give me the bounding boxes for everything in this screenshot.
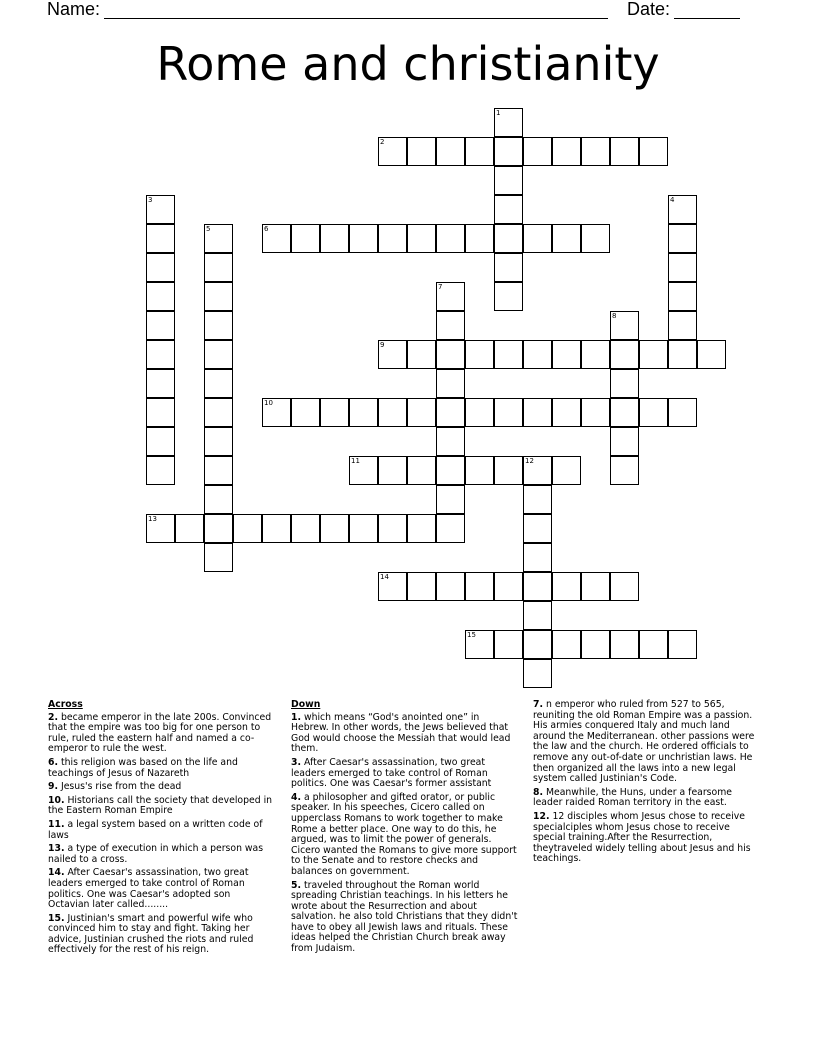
grid-cell[interactable] [378, 398, 407, 427]
clue-number: 7 [438, 283, 443, 291]
clue [291, 713, 519, 755]
clue-number: 9 [380, 341, 385, 349]
grid-cell[interactable] [436, 485, 465, 514]
clue-number: 3 [148, 196, 153, 204]
grid-cell[interactable] [494, 630, 523, 659]
date-field[interactable] [674, 18, 740, 19]
grid-cell[interactable] [436, 137, 465, 166]
clue [48, 868, 273, 910]
clue-text: After Caesar's assassination, two great leaders emerged to take control of Roman politics. One was Caesar's adopted son Octavian later called........ [48, 867, 249, 911]
grid-cell[interactable] [291, 398, 320, 427]
clue-number: 10 [264, 399, 273, 407]
grid-cell[interactable] [697, 340, 726, 369]
grid-cell[interactable] [639, 630, 668, 659]
grid-cell[interactable] [494, 195, 523, 224]
grid-cell[interactable] [465, 630, 494, 659]
clue-number: 14 [380, 573, 389, 581]
grid-cell[interactable] [639, 398, 668, 427]
grid-cell[interactable] [494, 282, 523, 311]
down-clues [291, 700, 519, 958]
grid-cell[interactable] [523, 398, 552, 427]
clue-text: traveled throughout the Roman world spreading Christian teachings. In his letters he wrote about the Resurrection and about salvation. he also told Christians that they didn't have to obey all Jewish laws and rituals. These ideas helped the Christian Church break away from Judaism. [291, 879, 518, 955]
grid-cell[interactable] [581, 630, 610, 659]
grid-cell[interactable] [494, 398, 523, 427]
grid-cell[interactable] [552, 398, 581, 427]
grid-cell[interactable] [349, 514, 378, 543]
grid-cell[interactable] [204, 543, 233, 572]
grid-cell[interactable] [146, 456, 175, 485]
grid-cell[interactable] [204, 224, 233, 253]
clue [48, 820, 273, 841]
grid-cell[interactable] [494, 572, 523, 601]
across-clues [48, 700, 273, 959]
grid-cell[interactable] [494, 253, 523, 282]
grid-cell[interactable] [262, 398, 291, 427]
grid-cell[interactable] [552, 630, 581, 659]
clue-number: 11 [351, 457, 360, 465]
grid-cell[interactable] [494, 166, 523, 195]
header [0, 0, 816, 26]
clue [48, 758, 273, 779]
clue-number: 6. [48, 756, 59, 768]
grid-cell[interactable] [378, 572, 407, 601]
clue-text: After Caesar's assassination, two great leaders emerged to take control of Roman politics. One was Caesar's former assistant [291, 756, 492, 790]
grid-cell[interactable] [610, 369, 639, 398]
clue-number: 15. [48, 912, 65, 924]
clue-number: 13 [148, 515, 157, 523]
grid-cell[interactable] [146, 369, 175, 398]
grid-cell[interactable] [378, 137, 407, 166]
grid-cell[interactable] [668, 253, 697, 282]
clue-number: 14. [48, 867, 65, 879]
clue-number: 7. [533, 699, 544, 710]
clue-number: 10. [48, 794, 65, 806]
grid-cell[interactable] [204, 369, 233, 398]
grid-cell[interactable] [320, 398, 349, 427]
clue-number: 12 [525, 457, 534, 465]
grid-cell[interactable] [610, 311, 639, 340]
grid-cell[interactable] [523, 340, 552, 369]
grid-cell[interactable] [494, 108, 523, 137]
clue [48, 782, 273, 793]
grid-cell[interactable] [610, 398, 639, 427]
clue-number: 1 [496, 109, 501, 117]
clue-number: 12. [533, 810, 550, 822]
across-heading: Across [48, 699, 83, 710]
clue-number: 2. [48, 711, 59, 723]
grid-cell[interactable] [204, 427, 233, 456]
grid-cell[interactable] [204, 485, 233, 514]
grid-cell[interactable] [465, 572, 494, 601]
clue-text: Historians call the society that developed in the Eastern Roman Empire [48, 794, 273, 817]
grid-cell[interactable] [146, 282, 175, 311]
grid-cell[interactable] [407, 514, 436, 543]
grid-cell[interactable] [204, 340, 233, 369]
grid-cell[interactable] [494, 340, 523, 369]
grid-cell[interactable] [146, 398, 175, 427]
clue [533, 788, 763, 809]
down-heading: Down [291, 699, 321, 710]
clue-number: 4. [291, 791, 302, 803]
clue-text: 12 disciples whom Jesus chose to receive specialciples whom Jesus chose to receive special training.After the Resurrection, theytraveled widely telling about Jesus and his teachings. [533, 810, 751, 865]
grid-cell[interactable] [291, 514, 320, 543]
name-label: Name: [47, 0, 101, 19]
clue-number: 5 [206, 225, 211, 233]
grid-cell[interactable] [204, 253, 233, 282]
grid-cell[interactable] [552, 456, 581, 485]
grid-cell[interactable] [581, 340, 610, 369]
clue [291, 793, 519, 878]
grid-cell[interactable] [204, 282, 233, 311]
grid-cell[interactable] [436, 369, 465, 398]
grid-cell[interactable] [523, 572, 552, 601]
grid-cell[interactable] [436, 398, 465, 427]
grid-cell[interactable] [262, 514, 291, 543]
grid-cell[interactable] [668, 224, 697, 253]
grid-cell[interactable] [407, 340, 436, 369]
clue [48, 914, 273, 956]
grid-cell[interactable] [436, 427, 465, 456]
grid-cell[interactable] [668, 195, 697, 224]
grid-cell[interactable] [639, 137, 668, 166]
grid-cell[interactable] [146, 253, 175, 282]
clue [48, 796, 273, 817]
grid-cell[interactable] [552, 137, 581, 166]
clue [291, 758, 519, 790]
grid-cell[interactable] [639, 340, 668, 369]
clue-number: 8. [533, 786, 544, 798]
clue-number: 13. [48, 843, 65, 855]
grid-cell[interactable] [436, 311, 465, 340]
grid-cell[interactable] [204, 514, 233, 543]
clue-number: 3. [291, 756, 302, 768]
grid-cell[interactable] [668, 282, 697, 311]
down-clue-list-continued [533, 700, 763, 865]
date-label: Date: [627, 0, 671, 19]
clue [48, 713, 273, 755]
grid-cell[interactable] [146, 224, 175, 253]
clue-text: Justinian's smart and powerful wife who convinced him to stay and fight. Taking her advice, Justinian crushed the riots and ruled effectively for the rest of his reign. [48, 912, 254, 956]
clue-number: 4 [670, 196, 675, 204]
grid-cell[interactable] [436, 340, 465, 369]
grid-cell[interactable] [407, 224, 436, 253]
grid-cell[interactable] [581, 224, 610, 253]
clue [533, 700, 763, 785]
clue-text: a legal system based on a written code of laws [48, 818, 263, 841]
grid-cell[interactable] [465, 137, 494, 166]
clue-number: 5. [291, 879, 302, 891]
grid-cell[interactable] [436, 456, 465, 485]
grid-cell[interactable] [378, 514, 407, 543]
grid-cell[interactable] [378, 340, 407, 369]
clue-number: 11. [48, 818, 65, 830]
grid-cell[interactable] [349, 398, 378, 427]
clue-number: 6 [264, 225, 269, 233]
clue-text: a philosopher and gifted orator, or public speaker. In his speeches, Cicero called on upperclass Romans to work together to make Rome a better place. One way to do this, he argued, was to limit the power of generals. Cicero wanted the Romans to give more support to the Senate and to restore checks and balances on government. [291, 791, 517, 877]
grid-cell[interactable] [552, 572, 581, 601]
grid-cell[interactable] [204, 398, 233, 427]
grid-cell[interactable] [552, 340, 581, 369]
clue-text: became emperor in the late 200s. Convinced that the empire was too big for one person to rule, ruled the eastern half and named a co-emperor to rule the west. [48, 711, 272, 755]
grid-cell[interactable] [552, 224, 581, 253]
clue-number: 8 [612, 312, 617, 320]
grid-cell[interactable] [610, 630, 639, 659]
name-field[interactable] [104, 18, 608, 19]
grid-cell[interactable] [204, 311, 233, 340]
grid-cell[interactable] [494, 456, 523, 485]
grid-cell[interactable] [523, 630, 552, 659]
grid-cell[interactable] [436, 514, 465, 543]
clue-text: Jesus's rise from the dead [58, 781, 182, 793]
grid-cell[interactable] [146, 311, 175, 340]
grid-cell[interactable] [146, 427, 175, 456]
grid-cell[interactable] [668, 398, 697, 427]
grid-cell[interactable] [175, 514, 204, 543]
down-clues-continued [533, 700, 763, 868]
puzzle-title: Rome and christianity [156, 37, 660, 91]
clue-text: n emperor who ruled from 527 to 565, reuniting the old Roman Empire was a passion. His armies conquered Italy and much land around the Mediterranean. other passions were the law and the church. He ordered officials to remove any out-of-date or unchristian laws. He then organized all the laws into a new legal system called Justinian's Code. [533, 699, 755, 785]
grid-cell[interactable] [523, 601, 552, 630]
grid-cell[interactable] [523, 137, 552, 166]
grid-cell[interactable] [581, 137, 610, 166]
clue-text: which means “God's anointed one” in Hebrew. In other words, the Jews believed that God would choose the Messiah that would lead them. [291, 711, 511, 755]
clue-text: a type of execution in which a person was nailed to a cross. [48, 843, 264, 865]
clue-number: 2 [380, 138, 385, 146]
grid-cell[interactable] [523, 485, 552, 514]
across-clue-list [48, 713, 273, 956]
grid-cell[interactable] [262, 224, 291, 253]
grid-cell[interactable] [407, 456, 436, 485]
grid-cell[interactable] [320, 514, 349, 543]
grid-cell[interactable] [668, 311, 697, 340]
grid-cell[interactable] [610, 137, 639, 166]
clue-text: Meanwhile, the Huns, under a fearsome leader raided Roman territory in the east. [533, 786, 732, 809]
grid-cell[interactable] [436, 224, 465, 253]
grid-cell[interactable] [523, 543, 552, 572]
grid-cell[interactable] [349, 456, 378, 485]
grid-cell[interactable] [494, 137, 523, 166]
grid-cell[interactable] [465, 340, 494, 369]
grid-cell[interactable] [407, 572, 436, 601]
grid-cell[interactable] [233, 514, 262, 543]
grid-cell[interactable] [291, 224, 320, 253]
grid-cell[interactable] [523, 514, 552, 543]
grid-cell[interactable] [465, 224, 494, 253]
grid-cell[interactable] [407, 137, 436, 166]
grid-cell[interactable] [204, 456, 233, 485]
clue [48, 844, 273, 865]
grid-cell[interactable] [668, 340, 697, 369]
grid-cell[interactable] [407, 398, 436, 427]
clue-number: 15 [467, 631, 476, 639]
grid-cell[interactable] [146, 195, 175, 224]
grid-cell[interactable] [610, 427, 639, 456]
grid-cell[interactable] [146, 514, 175, 543]
grid-cell[interactable] [610, 340, 639, 369]
grid-cell[interactable] [581, 572, 610, 601]
grid-cell[interactable] [610, 572, 639, 601]
grid-cell[interactable] [436, 282, 465, 311]
clue-number: 9. [48, 781, 59, 793]
grid-cell[interactable] [523, 659, 552, 688]
grid-cell[interactable] [610, 456, 639, 485]
grid-cell[interactable] [436, 572, 465, 601]
grid-cell[interactable] [523, 456, 552, 485]
grid-cell[interactable] [378, 224, 407, 253]
grid-cell[interactable] [320, 224, 349, 253]
clue-number: 1. [291, 711, 302, 723]
grid-cell[interactable] [494, 224, 523, 253]
clue [533, 812, 763, 865]
clue-text: this religion was based on the life and teachings of Jesus of Nazareth [48, 756, 238, 779]
clue [291, 881, 519, 955]
grid-cell[interactable] [581, 398, 610, 427]
grid-cell[interactable] [465, 456, 494, 485]
grid-cell[interactable] [378, 456, 407, 485]
down-clue-list [291, 713, 519, 955]
grid-cell[interactable] [349, 224, 378, 253]
grid-cell[interactable] [523, 224, 552, 253]
grid-cell[interactable] [146, 340, 175, 369]
grid-cell[interactable] [465, 398, 494, 427]
grid-cell[interactable] [668, 630, 697, 659]
